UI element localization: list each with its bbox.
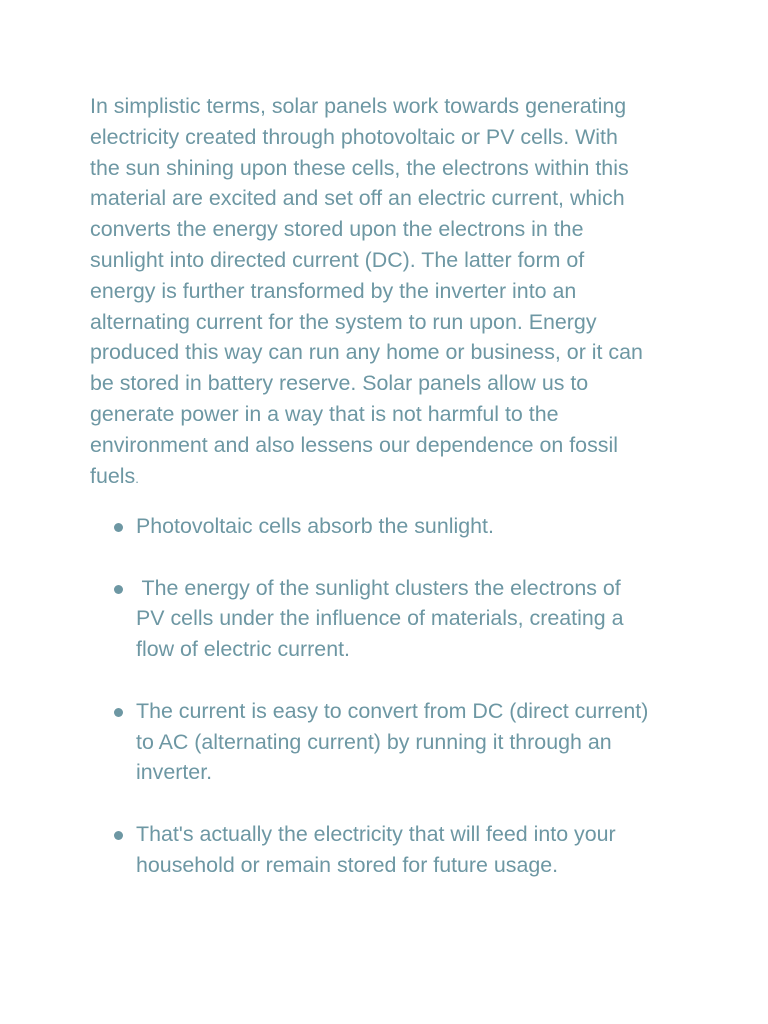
paragraph-last-word: fuels xyxy=(90,463,136,488)
bullet-item xyxy=(90,819,648,881)
bullet-dot-icon xyxy=(114,708,123,717)
bullet-line: household or remain stored for future usage. xyxy=(136,852,559,877)
bullet-line: The energy of the sunlight clusters the electrons of xyxy=(136,575,621,600)
paragraph-line: the sun shining upon these cells, the electrons within this xyxy=(90,155,629,180)
document-body xyxy=(90,91,690,877)
paragraph-line: material are excited and set off an electric current, which xyxy=(90,186,625,211)
intro-paragraph xyxy=(90,91,690,494)
bullet-dot-icon xyxy=(114,585,123,594)
bullet-item xyxy=(90,696,648,788)
paragraph-line: be stored in battery reserve. Solar panels allow us to xyxy=(90,371,589,396)
bullet-line: That's actually the electricity that will feed into your xyxy=(136,821,616,846)
bullet-dot-icon xyxy=(114,523,123,532)
paragraph-line: produced this way can run any home or business, or it can xyxy=(90,340,643,365)
paragraph-last-line xyxy=(90,461,690,495)
paragraph-line: sunlight into directed current (DC). The latter form of xyxy=(90,247,585,272)
paragraph-line: In simplistic terms, solar panels work towards generating xyxy=(90,94,627,118)
bullet-item xyxy=(90,511,648,542)
paragraph-line: electricity created through photovoltaic or PV cells. With xyxy=(90,124,618,149)
bullet-list xyxy=(90,511,648,911)
paragraph-line: generate power in a way that is not harmful to the xyxy=(90,401,559,426)
bullet-line: inverter. xyxy=(136,760,213,785)
bullet-line: flow of electric current. xyxy=(136,637,350,662)
bullet-line: Photovoltaic cells absorb the sunlight. xyxy=(136,514,494,538)
paragraph-end-period: . xyxy=(135,470,139,486)
bullet-line: PV cells under the influence of materials, creating a xyxy=(136,606,624,631)
bullet-line: The current is easy to convert from DC (direct current) xyxy=(136,698,649,723)
paragraph-line: energy is further transformed by the inverter into an xyxy=(90,278,577,303)
paragraph-line: alternating current for the system to run upon. Energy xyxy=(90,309,597,334)
paragraph-line: converts the energy stored upon the electrons in the xyxy=(90,217,584,242)
bullet-dot-icon xyxy=(114,831,123,840)
paragraph-line: environment and also lessens our dependence on fossil xyxy=(90,432,618,457)
bullet-item xyxy=(90,573,648,665)
bullet-line: to AC (alternating current) by running it through an xyxy=(136,729,612,754)
